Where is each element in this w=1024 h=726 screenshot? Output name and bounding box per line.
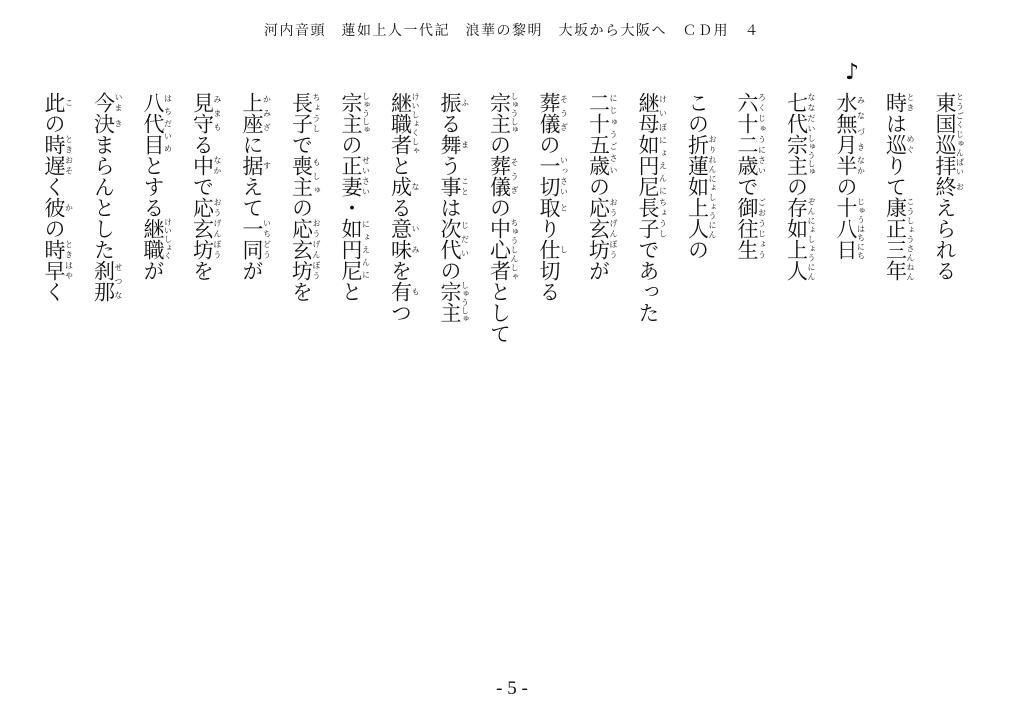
furigana: はちだいめ [163,92,173,155]
ruby-base: 彼 [42,197,66,218]
ruby-word [735,197,767,260]
ruby-base: 宗主 [339,92,363,134]
ruby-base: 継職者 [388,92,413,155]
lyric-line [390,92,420,392]
ruby-word [438,92,470,113]
ruby-base: 存如上人 [784,197,809,281]
furigana: ちょうし [658,197,668,239]
ruby-base: 中 [190,155,215,176]
ruby-base: 次代 [438,218,462,260]
ruby-word [91,260,123,302]
plain-text: この [685,92,710,134]
ruby-base: 長子 [636,197,660,239]
ruby-word [636,197,668,239]
furigana: おそ [64,155,74,176]
ruby-base: 御往生 [735,197,759,260]
furigana: ななだい [807,92,816,134]
furigana: じだい [460,218,470,260]
ruby-base: 今 [91,92,116,113]
plain-text: で [289,134,314,155]
plain-text: として [487,281,512,344]
ruby-word [537,239,569,260]
ruby-base: 遅 [42,155,66,176]
ruby-base: 康正三年 [883,197,908,281]
plain-text: を [388,260,413,281]
ruby-word [190,92,222,134]
ruby-base: 水無月 [834,92,858,155]
furigana: とき [64,134,74,155]
furigana: と [559,197,569,218]
ruby-word [883,134,915,155]
ruby-base: 六十二歳 [735,92,759,176]
furigana: いみ [411,218,420,260]
plain-text: の [438,260,462,281]
ruby-word [388,176,420,197]
ruby-word [289,218,321,281]
furigana: おうげんぼう [312,218,321,281]
plain-text: の [289,197,314,218]
ruby-word [141,218,173,260]
plain-text: の [834,176,858,197]
ruby-base: 巡 [883,134,908,155]
furigana: けいしょく [163,218,173,260]
plain-text: く [42,281,66,302]
furigana: しゅうしゅ [361,92,371,134]
ruby-base: 七代 [784,92,809,134]
furigana: れんにょしょうにん [708,155,717,239]
plain-text: く [42,176,66,197]
page-header: 河内音頭 蓮如上人一代記 浪華の黎明 大坂から大阪へ ＣＤ用 ４ [264,23,760,39]
furigana: めぐ [906,134,915,155]
ruby-base: 応玄坊 [586,197,611,260]
ruby-base: 取 [537,197,561,218]
ruby-word [91,92,123,113]
plain-text: が [141,260,165,281]
plain-text: の [487,197,512,218]
furigana: し [559,239,569,260]
furigana: す [262,155,272,176]
lyrics-body [43,92,964,392]
lyric-line [43,92,73,392]
plain-text: が [240,260,264,281]
ruby-word [91,113,123,134]
lyric-line [489,92,519,392]
plain-text: の [42,218,66,239]
plain-text: う [438,155,462,176]
lyric-line [439,92,469,392]
ruby-word [240,92,272,134]
ruby-base: 決 [91,113,116,134]
ruby-word [42,134,74,155]
ruby-base: 正妻 [339,155,363,197]
lyric-line [291,92,321,392]
plain-text: に [240,134,264,155]
ruby-word [537,155,569,197]
furigana: とき [906,92,915,113]
ruby-base: 宗主 [784,134,809,176]
ruby-base: 応玄坊 [190,197,215,260]
plain-text: が [586,260,611,281]
ruby-word [388,92,420,155]
lyric-line [588,92,618,392]
plain-text: る [190,134,215,155]
ruby-base: 見守 [190,92,215,134]
ruby-word [586,197,618,260]
furigana: いっさい [559,155,569,197]
plain-text: の [685,239,710,260]
lyric-line [93,92,123,392]
furigana: か [64,197,74,218]
ruby-base: 長子 [289,92,314,134]
ruby-base: 中心者 [487,218,512,281]
lyric-line [241,92,271,392]
plain-text: つ [388,302,413,323]
furigana: ぞんにょしょうにん [807,197,816,281]
ruby-word [42,155,74,176]
ruby-base: 宗主 [438,281,462,323]
ruby-word [42,239,74,260]
ruby-word [784,197,816,281]
ruby-word [735,92,767,176]
furigana: おり [708,134,717,155]
ruby-word [289,92,321,134]
ruby-base: 折 [685,134,710,155]
plain-text: えて [240,176,264,218]
ruby-word [487,218,519,281]
ruby-base: 応玄坊 [289,218,314,281]
plain-text: は [883,113,908,134]
ruby-word [190,197,222,260]
plain-text: の [339,134,363,155]
ruby-base: 早 [42,260,66,281]
furigana: せつな [114,260,123,302]
ruby-word [784,92,816,134]
plain-text: の [42,113,66,134]
plain-text: を [190,260,215,281]
ruby-word [636,134,668,197]
ruby-word [190,155,222,176]
ruby-base: 葬儀 [537,92,561,134]
ruby-word [883,197,915,281]
furigana: とき [64,239,74,260]
plain-text: で [190,176,215,197]
plain-text: の [586,176,611,197]
ruby-base: 終 [933,176,957,197]
ruby-word [933,92,965,176]
ruby-base: 時 [42,239,66,260]
ruby-word [42,260,74,281]
furigana: ちゅうしんしゃ [510,218,519,281]
furigana: にじゅうごさい [609,92,618,176]
ruby-word [438,218,470,260]
ruby-word [240,218,272,260]
plain-text: で [735,176,759,197]
lyric-line [885,92,915,392]
plain-text: まらんとした [91,134,116,260]
lyric-line [340,92,370,392]
plain-text: と [339,281,363,302]
ruby-word [537,197,569,218]
furigana: みまも [213,92,222,134]
ruby-base: 継職 [141,218,165,260]
ruby-word [537,92,569,134]
ruby-base: 喪主 [289,155,314,197]
furigana: とうごくじゅんぱい [955,92,965,176]
ruby-word [685,134,717,155]
ruby-word [42,197,74,218]
furigana: ろくじゅうにさい [757,92,767,176]
lyric-line [142,92,172,392]
plain-text: りて [883,155,908,197]
furigana: な [411,176,420,197]
ruby-word [289,155,321,197]
ruby-base: 葬儀 [487,155,512,197]
furigana: にょえんに [658,134,668,197]
ruby-base: 蓮如上人 [685,155,710,239]
ruby-base: 八代目 [141,92,165,155]
ruby-word [438,134,470,155]
plain-text: り [537,218,561,239]
furigana: こと [460,176,470,197]
plain-text: 切る [537,260,561,302]
ruby-word [438,176,470,197]
plain-text: は [438,197,462,218]
furigana: そうぎ [510,155,519,197]
furigana: しゅうしゅ [807,134,816,176]
ruby-base: 此 [42,92,66,113]
ruby-word [240,155,272,176]
furigana: もしゅ [312,155,321,197]
plain-text: の [537,134,561,155]
furigana: お [955,176,965,197]
page-number: - 5 - [496,678,528,699]
ruby-word [388,218,420,260]
plain-text: ・ [339,197,363,218]
furigana: みなづき [856,92,866,155]
ruby-base: 如円尼 [339,218,363,281]
ruby-base: 据 [240,155,264,176]
furigana: おうげんぼう [609,197,618,260]
lyric-line [192,92,222,392]
ruby-base: 一切 [537,155,561,197]
ruby-base: 十八日 [834,197,858,260]
ruby-base: 舞 [438,134,462,155]
ruby-word [339,218,371,281]
ruby-base: 事 [438,176,462,197]
ruby-base: 二十五歳 [586,92,611,176]
furigana: ごおうじょう [757,197,767,260]
plain-text: の [487,134,512,155]
furigana: こ [64,92,74,113]
furigana: しゅうしゅ [460,281,470,323]
ruby-word [339,92,371,134]
ruby-word [339,155,371,197]
ruby-base: 振 [438,92,462,113]
lyric-line [687,92,717,392]
ruby-base: 東国巡拝 [933,92,957,176]
lyric-line [786,92,816,392]
furigana: しゅうしゅ [510,92,519,134]
ruby-word [487,155,519,197]
plain-text: であった [636,239,660,323]
furigana: おうげんぼう [213,197,222,260]
ruby-base: 時 [42,134,66,155]
plain-text: を [289,281,314,302]
furigana: にょえんに [361,218,371,281]
furigana: けいぼ [658,92,668,134]
plain-text: えられる [933,197,957,281]
ruby-base: 刹那 [91,260,116,302]
furigana: き [114,113,123,134]
furigana: ま [460,134,470,155]
ruby-word [834,197,866,260]
ruby-base: 半 [834,155,858,176]
furigana: こうしょうさんねん [906,197,915,281]
ruby-base: 継母 [636,92,660,134]
ruby-word [834,155,866,176]
lyric-line [637,92,667,392]
furigana: ちょうし [312,92,321,134]
plain-text: の [784,176,809,197]
ruby-base: 上座 [240,92,264,134]
furigana: せいさい [361,155,371,197]
ruby-base: 仕 [537,239,561,260]
furigana: じゅうはちにち [856,197,866,260]
music-note-icon: ♪ [845,60,860,85]
ruby-word [834,92,866,155]
ruby-word [784,134,816,176]
ruby-base: 時 [883,92,908,113]
ruby-word [388,281,420,302]
lyric-line [736,92,766,392]
furigana: いちどう [262,218,272,260]
ruby-word [487,92,519,134]
ruby-word [42,92,74,113]
furigana: なか [213,155,222,176]
plain-text: とする [141,155,165,218]
ruby-base: 意味 [388,218,413,260]
ruby-word [685,155,717,239]
ruby-base: 一同 [240,218,264,260]
furigana: そうぎ [559,92,569,134]
ruby-word [933,176,965,197]
ruby-base: 如円尼 [636,134,660,197]
ruby-word [883,92,915,113]
ruby-base: 成 [388,176,413,197]
lyric-line [934,92,964,392]
furigana: いま [114,92,123,113]
plain-text: る [438,113,462,134]
lyric-line [538,92,568,392]
furigana: けいしょくしゃ [411,92,420,155]
ruby-word [586,92,618,176]
furigana: なか [856,155,866,176]
ruby-word [636,92,668,134]
ruby-word [141,92,173,155]
lyric-line [835,92,865,392]
ruby-base: 宗主 [487,92,512,134]
ruby-base: 有 [388,281,413,302]
furigana: も [411,281,420,302]
ruby-word [438,281,470,323]
plain-text: る [388,197,413,218]
furigana: はや [64,260,74,281]
furigana: かみざ [262,92,272,134]
furigana: ふ [460,92,470,113]
plain-text: と [388,155,413,176]
